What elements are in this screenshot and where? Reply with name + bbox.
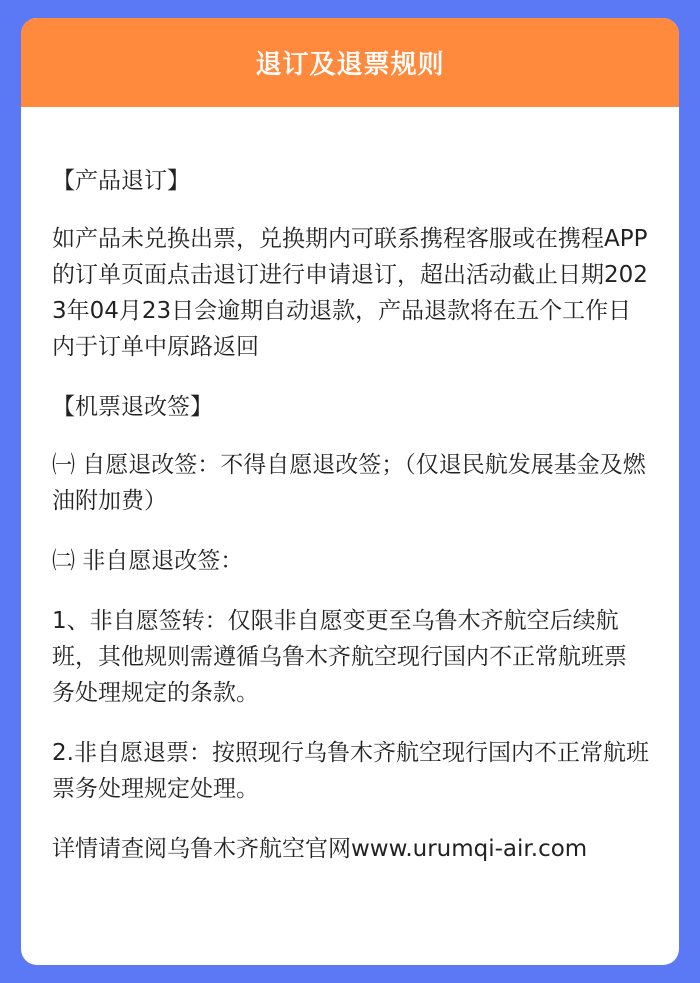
rules-content: [21, 107, 679, 867]
official-website-note: 详情请查阅乌鲁木齐航空官网www.urumqi-air.com: [52, 836, 588, 862]
involuntary-refund-rule: 2.非自愿退票：按照现行乌鲁木齐航空现行国内不正常航班票务处理规定处理。: [52, 740, 649, 802]
involuntary-change-heading: ㈡ 非自愿退改签：: [52, 548, 244, 574]
voluntary-change-rule: ㈠ 自愿退改签：不得自愿退改签；（仅退民航发展基金及燃油附加费）: [52, 452, 646, 514]
involuntary-transfer-rule: 1、非自愿签转：仅限非自愿变更至乌鲁木齐航空后续航班，其他规则需遵循乌鲁木齐航空现行国内不正常航班票务处理规定的条款。: [52, 608, 627, 706]
page-title: 退订及退票规则: [255, 50, 445, 80]
product-refund-heading: 【产品退订】: [52, 168, 190, 194]
rules-card: [21, 18, 679, 965]
product-refund-text: 如产品未兑换出票，兑换期内可联系携程客服或在携程APP的订单页面点击退订进行申请退订，超出活动截止日期2023年04月23日会逾期自动退款，产品退款将在五个工作日内于订单中原路返回: [52, 226, 648, 360]
card-header: [21, 18, 679, 107]
ticket-change-heading: 【机票退改签】: [52, 394, 213, 420]
